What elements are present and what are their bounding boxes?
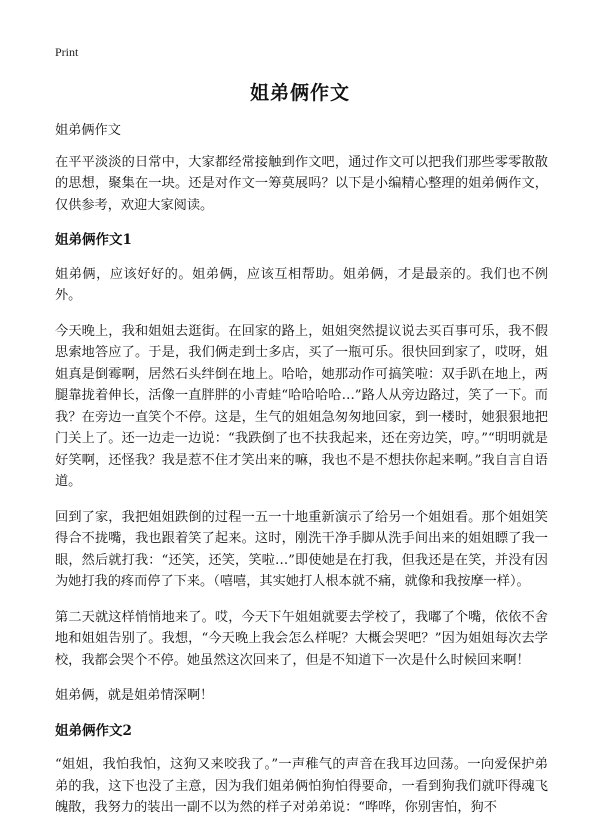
paragraph: “姐姐，我怕我怕，这狗又来咬我了。”一声稚气的声音在我耳边回荡。一向爱保护弟弟的我，这下也没了主意，因为我们姐弟俩怕狗怕得要命，一看到狗我们就吓得魂飞魄散，我努力的装出一副不以为然的样子对弟弟说：“哗哗，你别害怕，狗不 — [55, 757, 548, 815]
paragraph: 第二天就这样悄悄地来了。哎，今天下午姐姐就要去学校了，我嘟了个嘴，依依不舍地和姐姐告别了。我想，“今天晚上我会怎么样呢？大概会哭吧？”因为姐姐每次去学校，我都会哭个不停。她虽然这次回来了，但是不知道下一次是什么时候回来啊！ — [55, 609, 548, 668]
paragraph: 姐弟俩，应该好好的。姐弟俩，应该互相帮助。姐弟俩，才是最亲的。我们也不例外。 — [55, 266, 548, 303]
intro-paragraph: 在平平淡淡的日常中，大家都经常接触到作文吧，通过作文可以把我们那些零零散散的思想，聚集在一块。还是对作文一筹莫展吗？以下是小编精心整理的姐弟俩作文，仅供参考，欢迎大家阅读。 — [55, 154, 548, 213]
print-link[interactable]: Print — [55, 45, 79, 59]
section-heading: 姐弟俩作文2 — [55, 722, 132, 739]
article-body — [55, 120, 548, 833]
section-heading: 姐弟俩作文1 — [55, 232, 132, 248]
article-subtitle: 姐弟俩作文 — [55, 123, 121, 138]
paragraph: 回到了家，我把姐姐跌倒的过程一五一十地重新演示了给另一个姐姐看。那个姐姐笑得合不拢嘴，我也跟着笑了起来。这时，刚洗干净手脚从洗手间出来的姐姐瞟了我一眼，然后就打我：“还笑，还笑，笑啦…”即使她是在打我，但我还是在笑，并没有因为她打我的疼而停了下来。（嘻嘻，其实她打人根本就不痛，就像和我按摩一样）。 — [55, 509, 548, 589]
page-title: 姐弟俩作文 — [249, 83, 350, 104]
paragraph: 今天晚上，我和姐姐去逛街。在回家的路上，姐姐突然提议说去买百事可乐，我不假思索地答应了。于是，我们俩走到士多店，买了一瓶可乐。很快回到家了，哎呀，姐姐真是倒霉啊，居然石头绊倒在地上。哈哈，她那动作可搞笑啦：双手趴在地上，两腿靠拢着伸长，活像一直胖胖的小青蛙“哈哈哈哈…”路人从旁边路过，笑了一下。而我？在旁边一直笑个不停。这是，生气的姐姐急匆匆地回家，到一楼时，她狠狠地把门关上了。还一边走一边说：“我跌倒了也不扶我起来，还在旁边笑，哼。”“明明就是好笑啊，还怪我？我是惹不住才笑出来的嘛，我也不是不想扶你起来啊。”我自言自语道。 — [55, 323, 548, 489]
paragraph: 姐弟俩，就是姐弟情深啊！ — [55, 688, 214, 703]
